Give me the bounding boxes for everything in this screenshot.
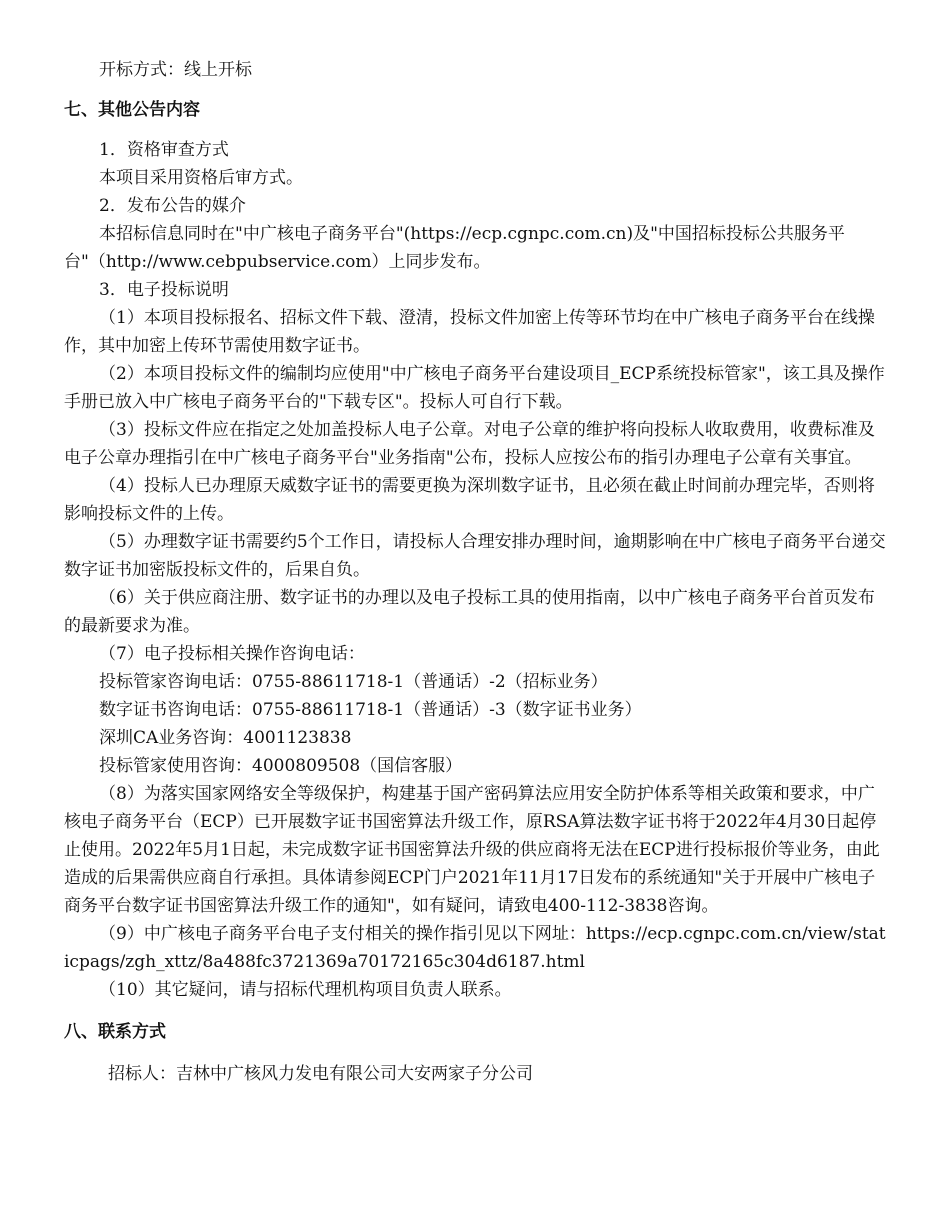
- qualification-text: 本项目采用资格后审方式。: [99, 168, 303, 188]
- contact-line: 数字证书咨询电话：0755-88611718-1（普通话）-3（数字证书业务）: [99, 700, 642, 720]
- ebid-item-2: （2）本项目投标文件的编制均应使用"中广核电子商务平台建设项目_ECP系统投标管家"，该工具及操作手册已放入中广核电子商务平台的"下载专区"。投标人可自行下载。: [64, 364, 885, 412]
- tenderer-line: 招标人：吉林中广核风力发电有限公司大安两家子分公司: [108, 1064, 533, 1084]
- ebid-title: 3．电子投标说明: [99, 280, 229, 300]
- ebid-item-7: （7）电子投标相关操作咨询电话：: [99, 644, 365, 664]
- ebid-item-3: （3）投标文件应在指定之处加盖投标人电子公章。对电子公章的维护将向投标人收取费用，收费标准及电子公章办理指引在中广核电子商务平台"业务指南"公布，投标人应按公布的指引办理电子公章有关事宜。: [64, 420, 875, 468]
- contact-line: 投标管家使用咨询：4000809508（国信客服）: [99, 756, 463, 776]
- ebid-item-10: （10）其它疑问，请与招标代理机构项目负责人联系。: [99, 980, 512, 1000]
- qualification-title: 1．资格审查方式: [99, 140, 229, 160]
- ebid-item-6: （6）关于供应商注册、数字证书的办理以及电子投标工具的使用指南，以中广核电子商务平台首页发布的最新要求为准。: [64, 588, 875, 636]
- ebid-item-9: （9）中广核电子商务平台电子支付相关的操作指引见以下网址：https://ecp.cgnpc.com.cn/view/staticpags/zgh_xttz/8a488fc3721369a70172165c304d6187.html: [64, 924, 886, 972]
- ebid-item-1: （1）本项目投标报名、招标文件下载、澄清，投标文件加密上传等环节均在中广核电子商务平台在线操作，其中加密上传环节需使用数字证书。: [64, 308, 875, 356]
- ebid-item-5: （5）办理数字证书需要约5个工作日，请投标人合理安排办理时间，逾期影响在中广核电子商务平台递交数字证书加密版投标文件的，后果自负。: [64, 532, 886, 580]
- section-7-heading: 七、其他公告内容: [64, 100, 200, 120]
- section-8-heading: 八、联系方式: [64, 1022, 166, 1042]
- ebid-item-8: （8）为落实国家网络安全等级保护，构建基于国产密码算法应用安全防护体系等相关政策和要求，中广核电子商务平台（ECP）已开展数字证书国密算法升级工作，原RSA算法数字证书将于2022年4月30日起停止使用。2022年5月1日起，未完成数字证书国密算法升级的供应商将无法在ECP进行投标报价等业务，由此造成的后果需供应商自行承担。具体请参阅ECP门户2021年11月17日发布的系统通知"关于开展中广核电子商务平台数字证书国密算法升级工作的通知"，如有疑问，请致电400-112-3838咨询。: [64, 784, 880, 916]
- contact-line: 投标管家咨询电话：0755-88611718-1（普通话）-2（招标业务）: [99, 672, 608, 692]
- media-text: 本招标信息同时在"中广核电子商务平台"(https://ecp.cgnpc.com.cn)及"中国招标投标公共服务平台"（http://www.cebpubservice.com）上同步发布。: [64, 224, 845, 272]
- media-title: 2．发布公告的媒介: [99, 196, 246, 216]
- contact-line: 深圳CA业务咨询：4001123838: [99, 728, 352, 748]
- open-method-line: 开标方式：线上开标: [99, 60, 252, 80]
- ebid-item-4: （4）投标人已办理原天威数字证书的需要更换为深圳数字证书，且必须在截止时间前办理完毕，否则将影响投标文件的上传。: [64, 476, 875, 524]
